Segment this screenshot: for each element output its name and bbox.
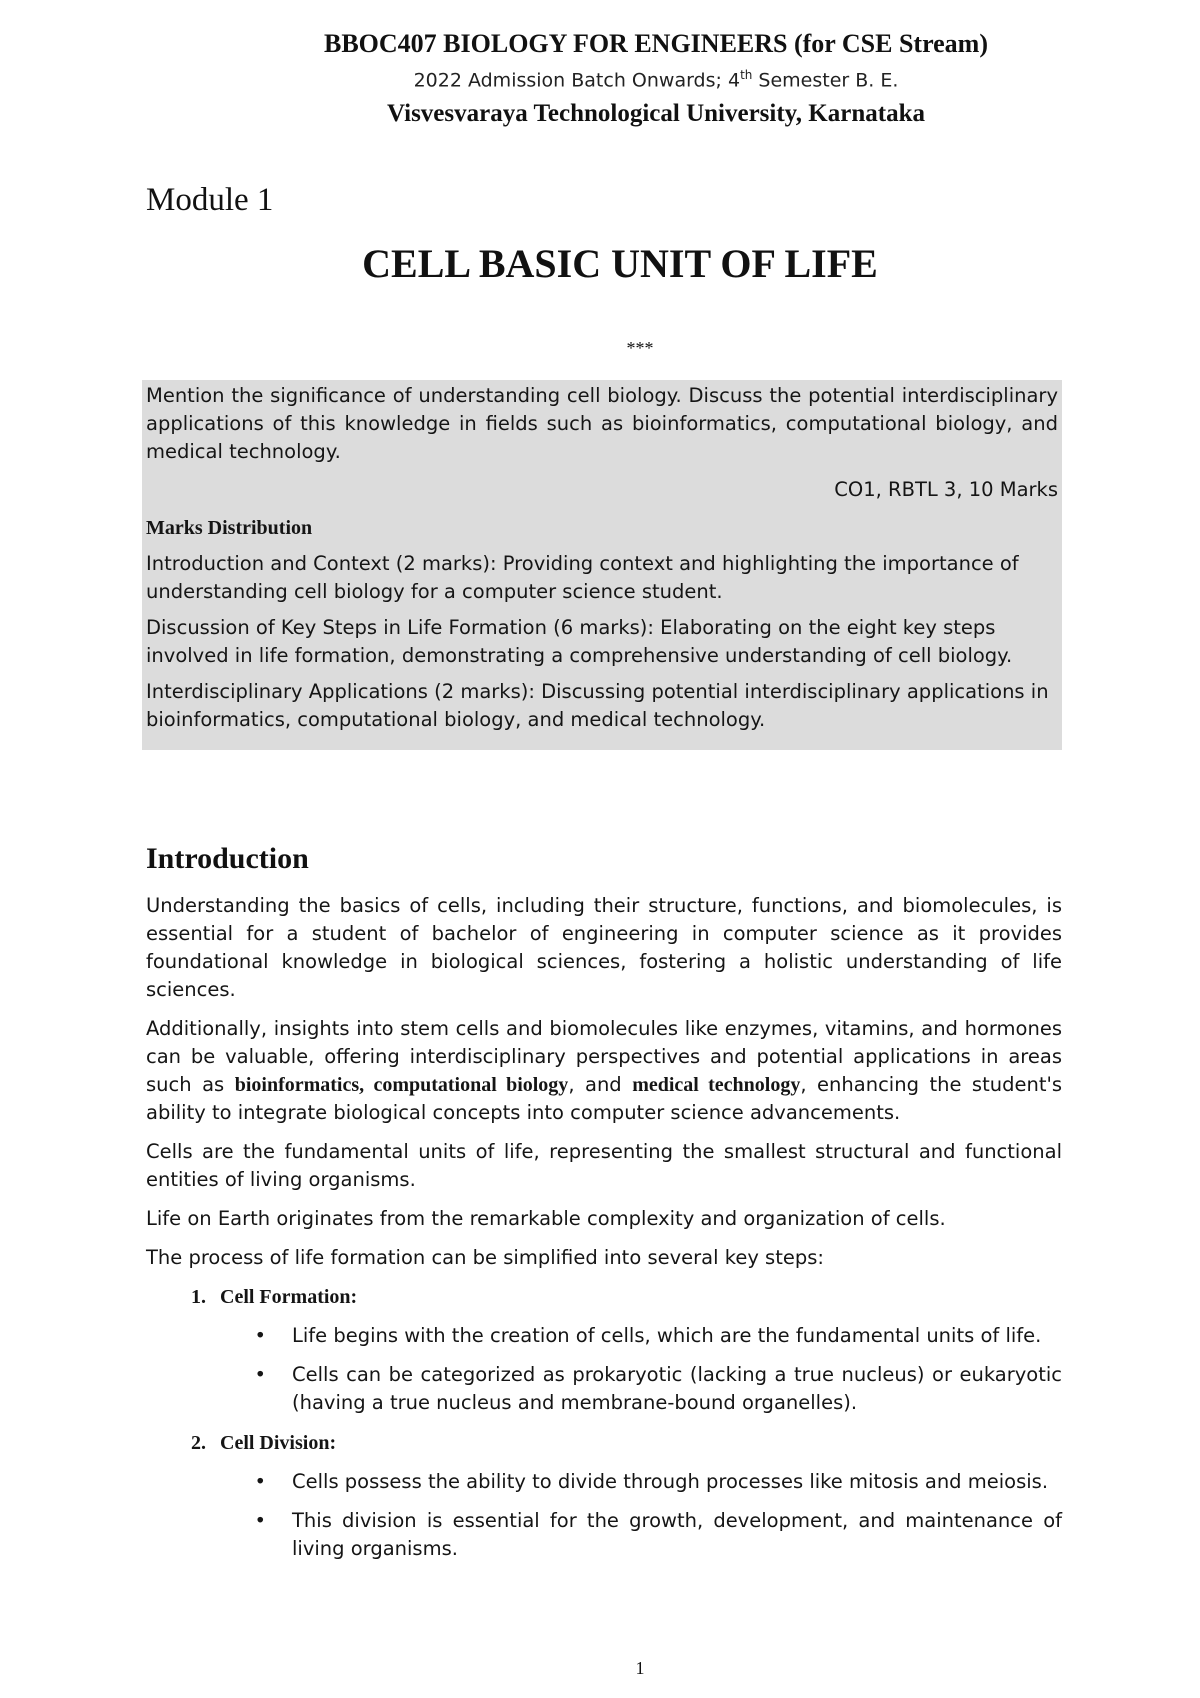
step-title: Cell Division: xyxy=(220,1432,337,1454)
paragraph xyxy=(146,1015,1062,1127)
section-heading-introduction: Introduction xyxy=(146,842,309,875)
separator: *** xyxy=(626,338,654,358)
bullet-text: Cells possess the ability to divide through processes like mitosis and meiosis. xyxy=(292,1470,1049,1493)
batch-prefix: 2022 Admission Batch Onwards; 4 xyxy=(413,69,741,92)
bullet-list xyxy=(146,1322,1062,1417)
module-label: Module 1 xyxy=(146,182,274,218)
bold-term: computational biology xyxy=(373,1074,569,1096)
step-heading xyxy=(146,1283,1062,1311)
page-number: 1 xyxy=(635,1658,645,1678)
question-box xyxy=(142,380,1062,750)
paragraph-text: , and xyxy=(568,1073,633,1096)
bullet-icon: • xyxy=(254,1470,266,1493)
page-header xyxy=(0,26,1200,135)
list-item xyxy=(146,1507,1062,1563)
bullet-icon: • xyxy=(254,1324,266,1347)
step-number: 1. xyxy=(191,1286,206,1308)
marks-item: Introduction and Context (2 marks): Providing context and highlighting the importance of understanding cell biology for a computer science student. xyxy=(146,552,1019,603)
list-item xyxy=(146,1468,1062,1496)
steps-list xyxy=(146,1283,1062,1563)
batch-line xyxy=(0,62,1200,93)
bullet-list xyxy=(146,1468,1062,1563)
list-item xyxy=(146,1322,1062,1350)
marks-item: Interdisciplinary Applications (2 marks): Discussing potential interdisciplinary applications in bioinformatics, computational biology, and medical technology. xyxy=(146,680,1049,731)
university-name: Visvesvaraya Technological University, Karnataka xyxy=(387,100,925,128)
course-title: BBOC407 BIOLOGY FOR ENGINEERS (for CSE Stream) xyxy=(323,29,988,58)
batch-ordinal-suffix: th xyxy=(740,68,753,82)
bold-term: medical technology xyxy=(632,1074,801,1096)
bullet-icon: • xyxy=(254,1363,266,1386)
batch-suffix: Semester B. E. xyxy=(752,69,899,92)
bold-term: bioinformatics xyxy=(234,1074,360,1096)
step-title: Cell Formation: xyxy=(220,1286,358,1308)
paragraph: Understanding the basics of cells, including their structure, functions, and biomolecules, is essential for a student of bachelor of engineering in computer science as it provides foundational knowledge in biological sciences, fostering a holistic understanding of life sciences. xyxy=(146,894,1062,1001)
paragraph-text: Additionally, insights into stem cells and biomolecules like enzymes, vitamins, and hormones can be valuable, offering interdisciplinary perspectives and potential applications in areas such as xyxy=(146,1017,1062,1096)
paragraph: Life on Earth originates from the remarkable complexity and organization of cells. xyxy=(146,1207,946,1230)
bullet-text: Cells can be categorized as prokaryotic (lacking a true nucleus) or eukaryotic (having a true nucleus and membrane-bound organelles). xyxy=(292,1363,1062,1414)
introduction-body xyxy=(146,892,1062,1575)
question-reference: CO1, RBTL 3, 10 Marks xyxy=(834,478,1058,501)
marks-item: Discussion of Key Steps in Life Formation (6 marks): Elaborating on the eight key steps involved in life formation, demonstrating a comprehensive understanding of cell biology. xyxy=(146,616,1013,667)
question-text: Mention the significance of understanding cell biology. Discuss the potential interdisciplinary applications of this knowledge in fields such as bioinformatics, computational biology, and medical technology. xyxy=(146,384,1058,463)
page-title: CELL BASIC UNIT OF LIFE xyxy=(362,241,878,286)
bullet-text: Life begins with the creation of cells, which are the fundamental units of life. xyxy=(292,1324,1042,1347)
paragraph: Cells are the fundamental units of life, representing the smallest structural and functional entities of living organisms. xyxy=(146,1140,1062,1191)
paragraph-text: , enhancing the student's ability to integrate biological concepts into computer science advancements. xyxy=(146,1073,1062,1124)
bullet-icon: • xyxy=(254,1509,266,1532)
step-number: 2. xyxy=(191,1432,206,1454)
paragraph: The process of life formation can be simplified into several key steps: xyxy=(146,1246,824,1269)
bullet-text: This division is essential for the growth, development, and maintenance of living organisms. xyxy=(292,1509,1062,1560)
list-item xyxy=(146,1361,1062,1417)
bold-comma: , xyxy=(359,1074,374,1096)
step-heading xyxy=(146,1429,1062,1457)
marks-distribution-heading: Marks Distribution xyxy=(146,517,313,539)
